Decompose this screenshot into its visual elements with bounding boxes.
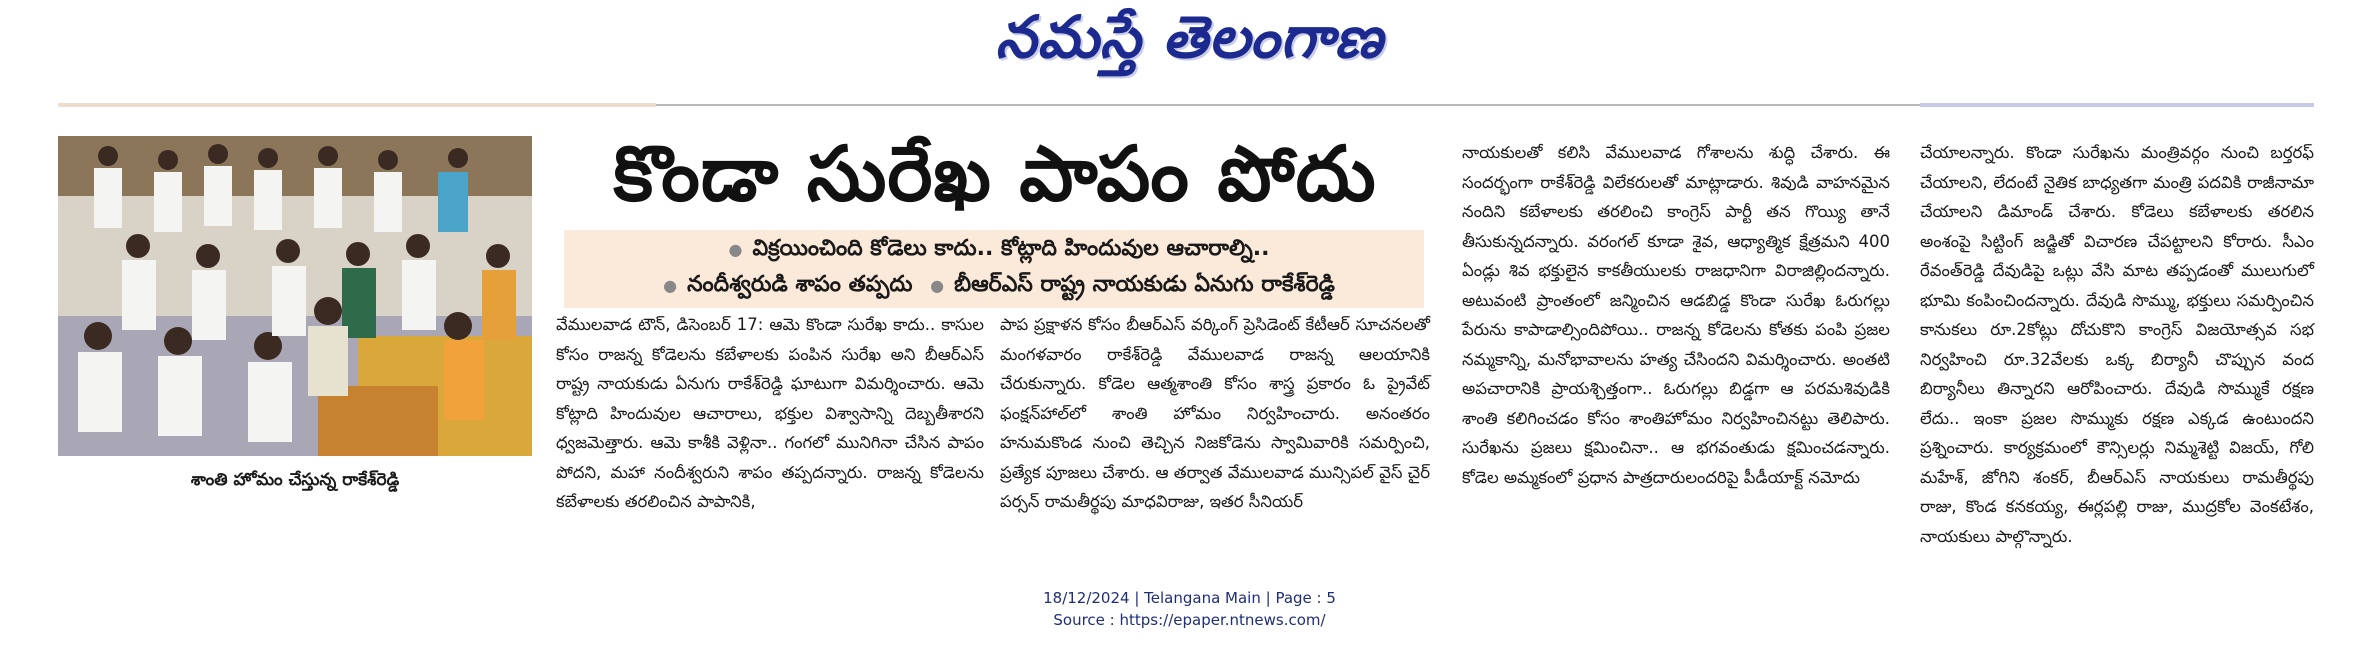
article-column-4: చేయాలన్నారు. కొండా సురేఖను మంత్రివర్గం నుంచి బర్తరఫ్‌ చేయాలని, లేదంటే నైతిక బాధ్యతగా మంత్రి పదవికి రాజీనామా చేయాలని డిమాండ్‌ చేశారు. కోడెలు కబేళాలకు తరలిన అంశంపై సిట్టింగ్‌ జడ్జితో విచారణ చేపట్టాలని కోరారు. సీఎం రేవంత్‌రెడ్డి దేవుడిపై ఒట్లు వేసి మాట తప్పడంతో ములుగులో భూమి కంపించిందన్నారు. దేవుడి సొమ్ము, భక్తులు సమర్పించిన కానుకలు రూ.2కోట్లు దోచుకొని కాంగ్రెస్‌ విజయోత్సవ సభ నిర్వహించి రూ.32వేలకు ఒక్క బిర్యానీ చొప్పున వంద బిర్యానీలు తిన్నారని ఆరోపించారు. దేవుడి సొమ్ముకే రక్షణ లేదు.. ఇంకా ప్రజల సొమ్ముకు రక్షణ ఎక్కడ ఉంటుందని ప్రశ్నించారు. కార్యక్రమంలో కౌన్సిలర్లు నిమ్మశెట్టి విజయ్‌, గోలి మహేశ్‌, జోగిని శంకర్‌, బీఆర్‌ఎస్‌ నాయకులు రామతీర్థపు రాజు, కొండ కనకయ్య, ఈర్లపల్లి రాజు, ముద్రకోల వెంకటేశం, నాయకులు పాల్గొన్నారు. [1920, 143, 2314, 546]
footer-edition-info: 18/12/2024 | Telangana Main | Page : 5 [1043, 589, 1336, 607]
photo-caption: శాంతి హోమం చేస్తున్న రాకేశ్‌రెడ్డి [190, 470, 400, 490]
newspaper-title: నమస్తే తెలంగాణ [995, 2, 1384, 71]
subheadline-line-1: ● విక్రయించింది కోడెలు కాదు.. కోట్లాది హిందువుల ఆచారాల్ని.. [728, 236, 1270, 261]
subheadline-box [564, 230, 1424, 308]
bullet-icon: ● [930, 276, 945, 295]
article-column-1: వేములవాడ టౌన్‌, డిసెంబర్‌ 17: ఆమె కొండా సురేఖ కాదు.. కాసుల కోసం రాజన్న కోడెలను కబేళాలకు పంపిన సురేఖ అని బీఆర్‌ఎస్‌ రాష్ట్ర నాయకుడు ఏనుగు రాకేశ్‌రెడ్డి ఘాటుగా విమర్శించారు. ఆమె కోట్లాది హిందువుల ఆచారాలు, భక్తుల విశ్వాసాన్ని దెబ్బతీశారని ధ్వజమెత్తారు. ఆమె కాశీకి వెళ్లినా.. గంగలో మునిగినా చేసిన పాపం పోదని, మహా నందీశ్వరుని శాపం తప్పదన్నారు. రాజన్న కోడెలను కబేళాలకు తరలించిన పాపానికి, [556, 315, 984, 511]
article-headline: కొండా సురేఖ పాపం పోదు [613, 129, 1377, 218]
footer-source-link[interactable]: Source : https://epaper.ntnews.com/ [1053, 611, 1326, 629]
bullet-icon: ● [663, 276, 678, 295]
header-divider-accent-left [58, 103, 656, 107]
article-column-2: పాప ప్రక్షాళన కోసం బీఆర్‌ఎస్‌ వర్కింగ్‌ ప్రెసిడెంట్‌ కేటీఆర్‌ సూచనలతో మంగళవారం రాకేశ్‌రెడ్డి వేములవాడ రాజన్న ఆలయానికి చేరుకున్నారు. కోడెల ఆత్మశాంతి కోసం శాస్త్ర ప్రకారం ఓ ప్రైవేట్‌ ఫంక్షన్‌హాల్‌లో శాంతి హోమం నిర్వహించారు. అనంతరం హనుమకొండ నుంచి తెచ్చిన నిజకోడెను స్వామివారికి సమర్పించి, ప్రత్యేక పూజలు చేశారు. ఆ తర్వాత వేములవాడ మున్సిపల్‌ వైస్‌ చైర్‌ పర్సన్‌ రామతీర్థపు మాధవిరాజు, ఇతర సీనియర్‌ [1000, 315, 1430, 511]
header-divider-accent-right [1920, 103, 2314, 107]
subheadline-line-2: ● నందీశ్వరుడి శాపం తప్పదు ● బీఆర్‌ఎస్‌ రాష్ట్ర నాయకుడు ఏనుగు రాకేశ్‌రెడ్డి [663, 272, 1335, 297]
article-column-3: నాయకులతో కలిసి వేములవాడ గోశాలను శుద్ధి చేశారు. ఈ సందర్భంగా రాకేశ్‌రెడ్డి విలేకరులతో మాట్లాడారు. శివుడి వాహనమైన నందిని కబేళాలకు తరలించి కాంగ్రెస్‌ పార్టీ తన గొయ్యి తానే తీసుకున్నదన్నారు. వరంగల్‌ కూడా శైవ, ఆధ్యాత్మిక క్షేత్రమని 400 ఏండ్లు శివ భక్తులైన కాకతీయులకు రాజధానిగా విరాజిల్లిందన్నారు. అటువంటి ప్రాంతంలో జన్మించిన ఆడబిడ్డ కొండా సురేఖ ఓరుగల్లు పేరును కాపాడాల్సిందిపోయి.. రాజన్న కోడెలను కోతకు పంపి ప్రజల నమ్మకాన్ని, మనోభావాలను హత్య చేసిందని విమర్శించారు. అంతటి అపచారానికి ప్రాయశ్చిత్తంగా.. ఓరుగల్లు బిడ్డగా ఆ పరమశివుడికి శాంతి కలిగించడం కోసం శాంతిహోమం నిర్వహించినట్టు తెలిపారు. సురేఖను ప్రజలు క్షమించినా.. ఆ భగవంతుడు క్షమించడన్నారు. కోడెల అమ్మకంలో ప్రధాన పాత్రదారులందరిపై పీడీయాక్ట్‌ నమోదు [1462, 143, 1890, 487]
article-photo [58, 136, 532, 456]
bullet-icon: ● [728, 240, 743, 259]
masthead [0, 2, 2379, 86]
